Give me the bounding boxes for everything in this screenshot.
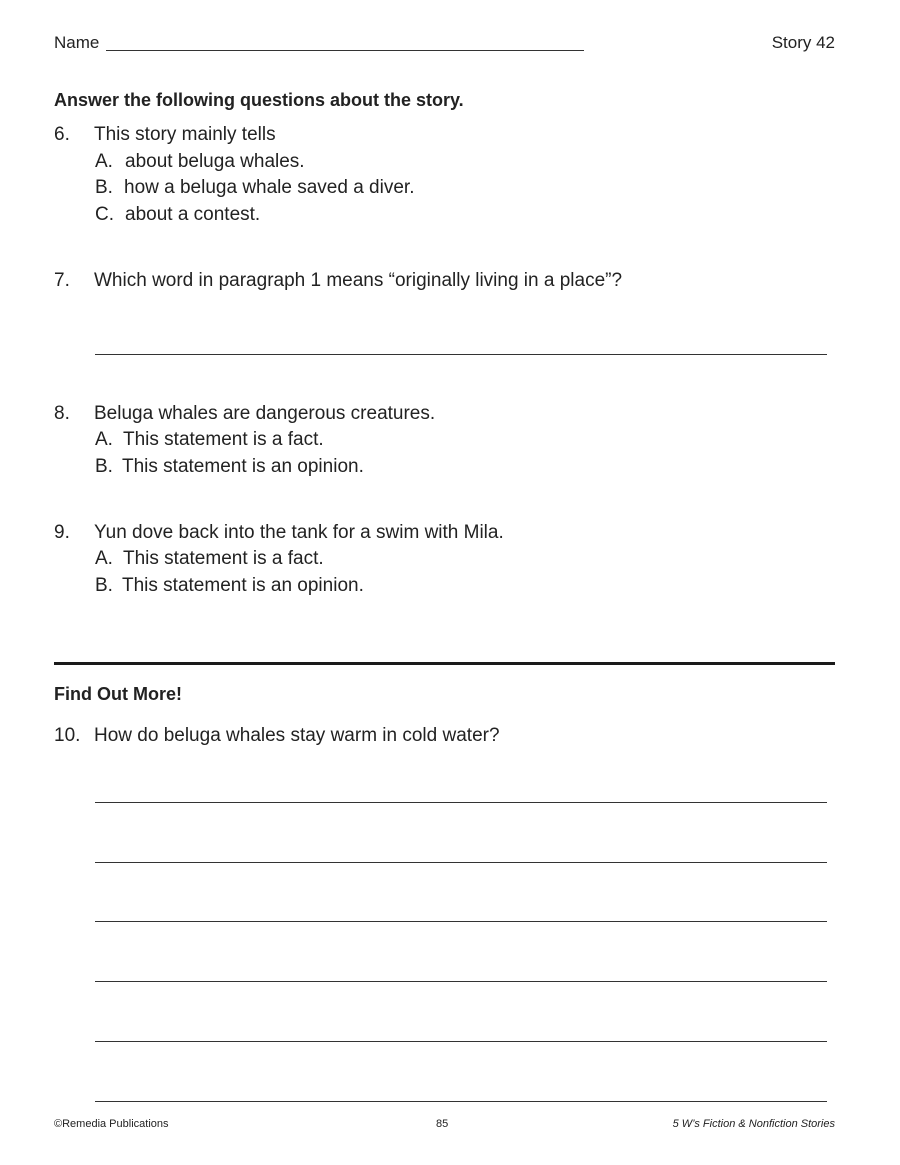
option-letter: B. bbox=[95, 575, 113, 596]
answer-line[interactable] bbox=[95, 802, 827, 803]
option-letter: A. bbox=[95, 429, 113, 450]
answer-line[interactable] bbox=[95, 354, 827, 355]
answer-line[interactable] bbox=[95, 1041, 827, 1042]
question-number: 10. bbox=[54, 725, 81, 746]
option-text[interactable]: how a beluga whale saved a diver. bbox=[124, 177, 415, 198]
find-out-more-heading: Find Out More! bbox=[54, 684, 182, 704]
option-letter: A. bbox=[95, 151, 113, 172]
option-text[interactable]: This statement is a fact. bbox=[123, 548, 324, 569]
instructions-heading: Answer the following questions about the story. bbox=[54, 90, 464, 110]
name-label: Name bbox=[54, 33, 100, 52]
option-text[interactable]: about beluga whales. bbox=[125, 151, 305, 172]
option-letter: B. bbox=[95, 177, 113, 198]
option-text[interactable]: about a contest. bbox=[125, 204, 261, 225]
name-input-line[interactable] bbox=[106, 50, 584, 51]
question-text: Yun dove back into the tank for a swim with Mila. bbox=[94, 522, 504, 543]
question-number: 9. bbox=[54, 522, 70, 543]
story-label: Story 42 bbox=[771, 33, 835, 52]
footer-publisher: ©Remedia Publications bbox=[54, 1118, 169, 1130]
option-text[interactable]: This statement is an opinion. bbox=[122, 456, 364, 477]
option-text[interactable]: This statement is an opinion. bbox=[122, 575, 364, 596]
answer-line[interactable] bbox=[95, 862, 827, 863]
option-letter: B. bbox=[95, 456, 113, 477]
footer-book-title: 5 W’s Fiction & Nonfiction Stories bbox=[672, 1118, 835, 1130]
question-text: Which word in paragraph 1 means “originally living in a place”? bbox=[94, 270, 623, 291]
question-text: This story mainly tells bbox=[94, 124, 276, 145]
option-letter: C. bbox=[95, 204, 114, 225]
question-text: How do beluga whales stay warm in cold water? bbox=[94, 725, 500, 746]
answer-line[interactable] bbox=[95, 921, 827, 922]
question-text: Beluga whales are dangerous creatures. bbox=[94, 403, 436, 424]
question-number: 7. bbox=[54, 270, 70, 291]
question-number: 6. bbox=[54, 124, 70, 145]
answer-line[interactable] bbox=[95, 1101, 827, 1102]
footer-page-number: 85 bbox=[436, 1118, 449, 1130]
option-text[interactable]: This statement is a fact. bbox=[123, 429, 324, 450]
section-divider bbox=[54, 662, 835, 665]
answer-line[interactable] bbox=[95, 981, 827, 982]
option-letter: A. bbox=[95, 548, 113, 569]
question-number: 8. bbox=[54, 403, 70, 424]
